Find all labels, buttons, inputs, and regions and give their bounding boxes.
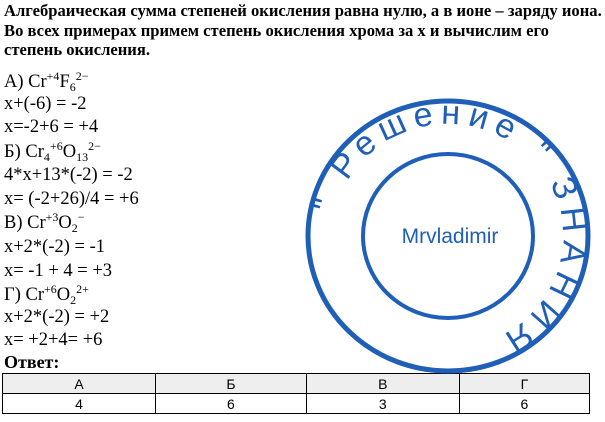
equation: х= -1 + 4 = +3 [4,261,113,281]
intro-text: Алгебраическая сумма степеней окисления равна нулю, а в ионе – заряду иона. Во всех примерах примем степень окисления хрома за х и вычислим его степень окисления. [4,1,602,59]
element-symbol: Cr [27,213,46,233]
subscript: 2 [71,220,78,235]
table-cell: 3 [306,394,459,414]
element-symbol: O [62,142,77,162]
oxidation-state: +6 [49,139,63,154]
equation: х= (-2+26)/4 = +6 [4,189,139,209]
element-symbol: O [56,285,71,305]
equation: х+(-6) = -2 [4,94,87,114]
equation: х+2*(-2) = -1 [4,237,106,257]
oxidation-state: +6 [43,282,57,297]
element-symbol: Cr [25,285,44,305]
table-row [3,394,590,414]
oxidation-state: +3 [45,210,59,225]
answer-label: Ответ: [4,352,60,372]
subscript: 4 [43,149,50,164]
table-cell: 4 [3,394,156,414]
element-symbol: Cr [28,72,47,92]
formula-v [4,210,85,235]
formula-g [4,282,89,307]
ion-charge: 2− [75,69,89,84]
table-header-cell: В [306,374,459,394]
stamp-center-text: Mrvladimir [401,225,499,248]
answer-table [2,373,590,414]
formula-label: Б) [4,142,21,162]
table-header-row [3,374,590,394]
ion-charge: 2− [88,139,101,154]
equation: 4*х+13*(-2) = -2 [4,165,133,185]
table-cell: 6 [459,394,589,414]
table-cell: 6 [156,394,307,414]
table-header-cell: А [3,374,156,394]
equation: х=-2+6 = +4 [4,117,99,137]
formula-label: Г) [4,285,21,305]
formula-b [4,139,101,164]
equation: х= +2+4= +6 [4,330,103,350]
ion-charge: − [77,210,85,225]
element-symbol: O [58,213,72,233]
equation: х+2*(-2) = +2 [4,307,110,327]
subscript: 13 [76,149,89,164]
stamp-seal [300,96,600,376]
subscript: 6 [69,79,76,94]
table-header-cell: Г [459,374,589,394]
formula-label: А) [4,72,24,92]
element-symbol: Cr [25,142,44,162]
oxidation-state: +4 [46,69,60,84]
ion-charge: 2+ [76,282,89,297]
formula-a [4,69,89,94]
table-header-cell: Б [156,374,307,394]
formula-label: В) [4,213,23,233]
element-symbol: F [59,72,70,92]
stamp-outer-text: " Решение " ЗНАНИЯ [305,96,594,364]
subscript: 2 [70,292,77,307]
